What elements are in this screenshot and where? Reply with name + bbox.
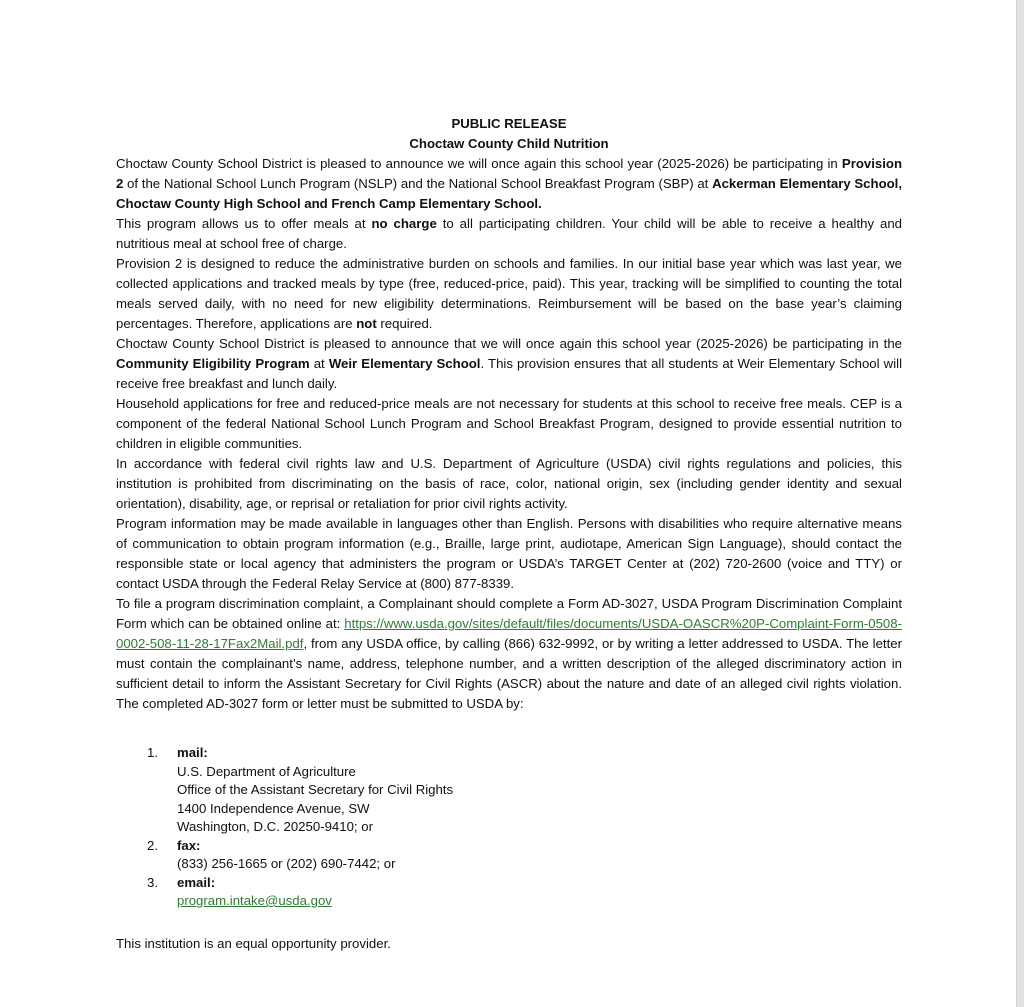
document-subtitle: Choctaw County Child Nutrition <box>409 136 609 151</box>
text: This program allows us to offer meals at <box>116 216 372 231</box>
submission-methods-list <box>116 744 902 911</box>
list-item-fax <box>116 837 902 874</box>
text: Choctaw County School District is pleased to announce we will once again this school year (2025-2026) be participating in <box>116 156 842 171</box>
bold-text: Ackerman Elementary School, Choctaw County High School and French Camp Elementary School. <box>116 176 903 211</box>
bold-text: not <box>356 316 377 331</box>
bold-text: no charge <box>371 216 437 231</box>
paragraph-program-information: Program information may be made available in languages other than English. Persons with disabilities who require alternative means of communication to obtain program information (e.g., Braille, large print, audiotape, American Sign Language), should contact the responsible state or local agency that administers the program or USDA’s TARGET Center at (202) 720-2600 (voice and TTY) or contact USDA through the Federal Relay Service at (800) 877-8339. <box>116 516 902 591</box>
text: of the National School Lunch Program (NSLP) and the National School Breakfast Program (SBP) at <box>123 176 713 191</box>
list-label: mail: <box>177 745 208 760</box>
list-item-body <box>177 837 902 874</box>
equal-opportunity-statement: This institution is an equal opportunity provider. <box>116 935 391 951</box>
paragraph-cep <box>116 334 902 394</box>
text: Provision 2 is designed to reduce the administrative burden on schools and families. In our initial base year which was last year, we collected applications and tracked meals by type (free, reduced-price, paid). This year, tracking will be simplified to counting the total meals served daily, with no need for new eligibility determinations. Reimbursement will be based on the base year’s claiming percentages. Therefore, applications are <box>116 256 902 331</box>
list-item-email <box>116 874 902 911</box>
address-line: U.S. Department of Agriculture <box>177 763 356 779</box>
text: To file a program discrimination complaint, a Complainant should complete a Form AD-3027, USDA Program Discrimination Complaint Form which can be obtained online at: <box>116 596 902 631</box>
paragraph-provision-2-details <box>116 254 902 334</box>
address-line: Office of the Assistant Secretary for Civil Rights <box>177 782 454 797</box>
list-label: email: <box>177 874 216 890</box>
page-edge <box>1016 0 1024 1007</box>
fax-numbers: (833) 256-1665 or (202) 690-7442; or <box>177 856 396 871</box>
bold-text: Community Eligibility Program <box>116 356 310 371</box>
complaint-form-link[interactable]: https://www.usda.gov/sites/default/files/documents/USDA-OASCR%20P-Complaint-Form-0508-0002-508-11-28-17Fax2Mail.pdf <box>116 616 902 651</box>
address-line: Washington, D.C. 20250-9410; or <box>177 819 373 834</box>
list-item-mail <box>116 744 902 837</box>
document-page <box>116 114 902 954</box>
paragraph-civil-rights: In accordance with federal civil rights law and U.S. Department of Agriculture (USDA) civil rights regulations and policies, this institution is prohibited from discriminating on the basis of race, color, national origin, sex (including gender identity and sexual orientation), disability, age, or reprisal or retaliation for prior civil rights activity. <box>116 456 902 511</box>
paragraph-provision-2 <box>116 154 902 214</box>
list-number: 1. <box>147 745 158 760</box>
list-item-body <box>177 744 902 837</box>
list-label: fax: <box>177 837 201 853</box>
list-number: 3. <box>147 874 158 890</box>
text: to all participating children. Your child will be able to receive a healthy and nutritious meal at school free of charge. <box>116 216 902 251</box>
text: at <box>309 356 329 371</box>
list-number: 2. <box>147 837 158 853</box>
bold-text: Provision 2 <box>116 156 902 191</box>
paragraph-complaint <box>116 594 902 714</box>
paragraph-household-applications: Household applications for free and reduced-price meals are not necessary for students at this school to receive free meals. CEP is a component of the federal National School Lunch Program and School Breakfast Program, designed to provide essential nutrition to children in eligible communities. <box>116 396 902 451</box>
email-link[interactable]: program.intake@usda.gov <box>177 893 332 908</box>
text: , from any USDA office, by calling (866) 632-9992, or by writing a letter addressed to USDA. The letter must contain the complainant’s name, address, telephone number, and a written description of the alleged discriminatory action in sufficient detail to inform the Assistant Secretary for Civil Rights (ASCR) about the nature and date of an alleged civil rights violation. The completed AD-3027 form or letter must be submitted to USDA by: <box>116 636 902 711</box>
text: Choctaw County School District is pleased to announce that we will once again this school year (2025-2026) be participating in the <box>116 336 902 351</box>
text: . This provision ensures that all students at Weir Elementary School will receive free breakfast and lunch daily. <box>116 356 902 391</box>
bold-text: Weir Elementary School <box>328 356 481 371</box>
text: required. <box>376 316 433 331</box>
address-line: 1400 Independence Avenue, SW <box>177 800 370 816</box>
list-item-body <box>177 874 902 911</box>
paragraph-no-charge <box>116 214 902 254</box>
document-title: PUBLIC RELEASE <box>451 116 567 131</box>
